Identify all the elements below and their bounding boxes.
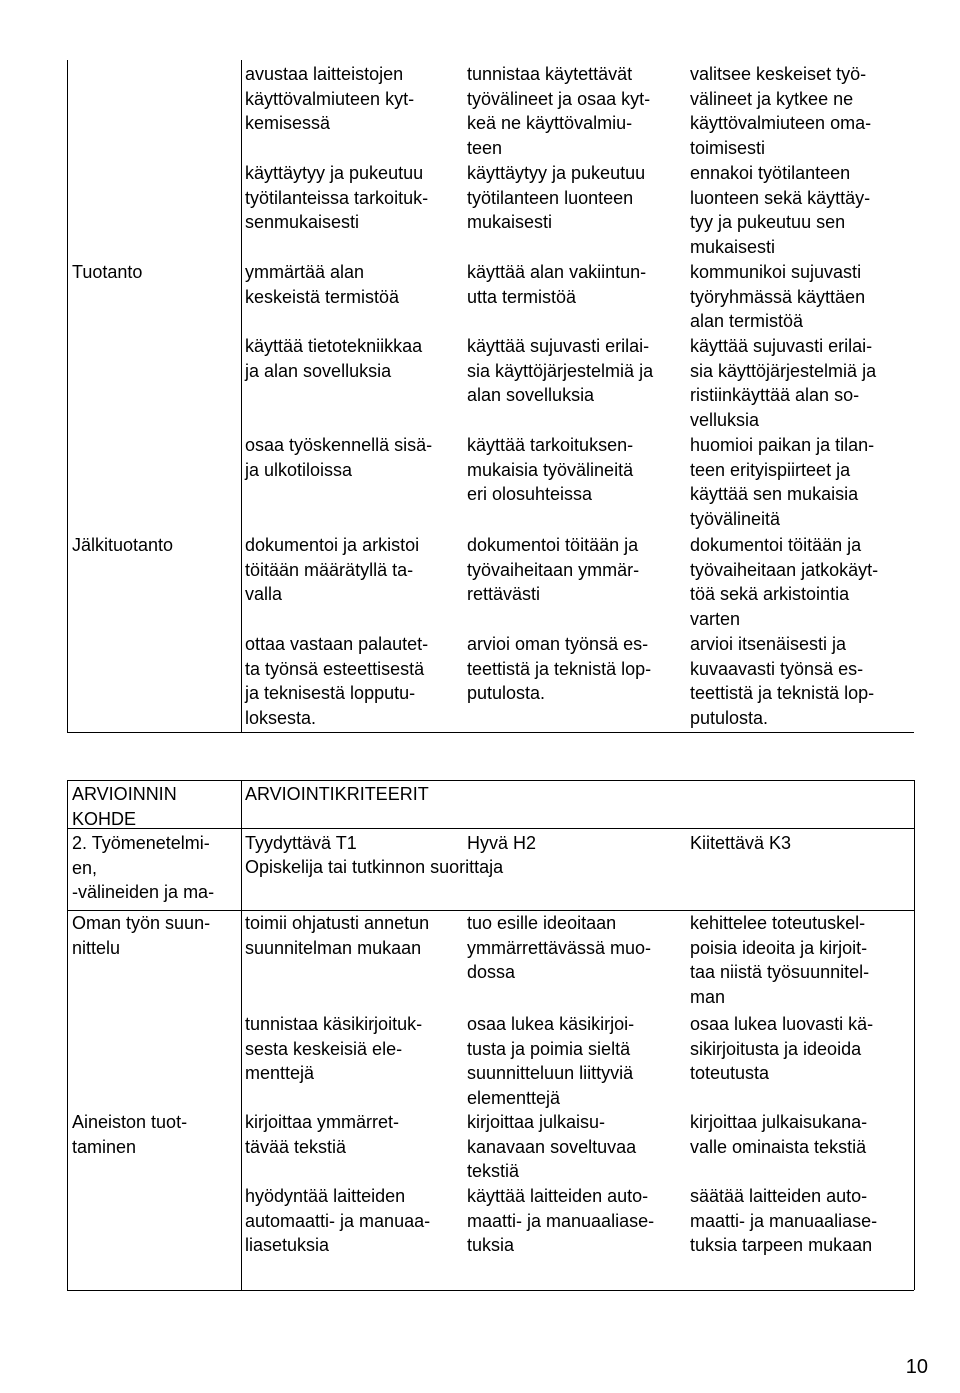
bottom-cell-r4-t1: hyödyntää laitteiden automaatti- ja manuaa- liasetuksia <box>245 1186 431 1255</box>
top-cell-r1-t1: avustaa laitteistojen käyttövalmiuteen kyt- kemisessä <box>245 64 415 133</box>
bottom-table-right-border <box>914 780 915 1290</box>
grade-k3: Kiitettävä K3 <box>690 833 792 853</box>
bottom-table-divider <box>241 780 242 1290</box>
bottom-cell-r1-h2: tuo esille ideoitaan ymmärrettävässä muo- dossa <box>467 913 652 982</box>
subject-line: Opiskelija tai tutkinnon suorittaja <box>245 857 504 877</box>
top-cell-r7-k3: arvioi itsenäisesti ja kuvaavasti työnsä es- teettistä ja teknistä lop- putulosta. <box>690 634 875 728</box>
top-cell-r5-k3: huomioi paikan ja tilan- teen erityispiirteet ja käyttää sen mukaisia työvälineitä <box>690 435 875 529</box>
top-cell-r5-h2: käyttää tarkoituksen- mukaisia työvälineitä eri olosuhteissa <box>467 435 634 504</box>
header-arviointikriteerit: ARVIOINTIKRITEERIT <box>245 784 429 804</box>
section-label-tuotanto: Tuotanto <box>72 262 143 282</box>
bottom-header-row-border <box>67 828 914 829</box>
label-oman-tyon-suunnittelu: Oman työn suun- nittelu <box>72 913 211 958</box>
bottom-cell-r3-t1: kirjoittaa ymmärret- tävää tekstiä <box>245 1112 400 1157</box>
top-cell-r4-t1: käyttää tietotekniikkaa ja alan sovelluksia <box>245 336 423 381</box>
top-table-bottom-border <box>67 732 914 733</box>
top-cell-r2-h2: käyttäytyy ja pukeutuu työtilanteen luonteen mukaisesti <box>467 163 646 232</box>
bottom-cell-r3-h2: kirjoittaa julkaisu- kanavaan soveltuvaa tekstiä <box>467 1112 637 1181</box>
top-cell-r4-k3: käyttää sujuvasti erilai- sia käyttöjärjestelmiä ja ristiinkäyttää alan so- velluksia <box>690 336 877 430</box>
top-cell-r1-k3: valitsee keskeiset työ- välineet ja kytkee ne käyttövalmiuteen oma- toimisesti <box>690 64 872 158</box>
bottom-table-left-border <box>67 780 68 1290</box>
grade-t1: Tyydyttävä T1 <box>245 833 357 853</box>
bottom-table-top-border <box>67 780 914 781</box>
bottom-cell-r4-k3: säätää laitteiden auto- maatti- ja manuaaliase- tuksia tarpeen mukaan <box>690 1186 878 1255</box>
top-cell-r2-t1: käyttäytyy ja pukeutuu työtilanteissa tarkoituk- senmukaisesti <box>245 163 429 232</box>
top-cell-r6-k3: dokumentoi töitään ja työvaiheitaan jatkokäyt- töä sekä arkistointia varten <box>690 535 879 629</box>
top-cell-r7-t1: ottaa vastaan palautet- ta työnsä esteettisestä ja teknisestä lopputu- loksesta. <box>245 634 429 728</box>
top-table-left-border <box>67 60 68 732</box>
section-label-jalkituotanto: Jälkituotanto <box>72 535 174 555</box>
top-table-divider <box>241 60 242 732</box>
top-cell-r7-h2: arvioi oman työnsä es- teettistä ja teknistä lop- putulosta. <box>467 634 652 703</box>
top-cell-r3-h2: käyttää alan vakiintun- utta termistöä <box>467 262 647 307</box>
bottom-cell-r1-t1: toimii ohjatusti annetun suunnitelman mukaan <box>245 913 430 958</box>
bottom-cell-r4-h2: käyttää laitteiden auto- maatti- ja manuaaliase- tuksia <box>467 1186 655 1255</box>
top-cell-r1-h2: tunnistaa käytettävät työvälineet ja osaa kyt- keä ne käyttövalmiu- teen <box>467 64 651 158</box>
top-cell-r3-k3: kommunikoi sujuvasti työryhmässä käyttäen alan termistöä <box>690 262 866 331</box>
bottom-cell-r1-k3: kehittelee toteutuskel- poisia ideoita ja kirjoit- taa niistä työsuunnitel- man <box>690 913 870 1007</box>
bottom-table-bottom-border <box>67 1290 914 1291</box>
top-cell-r4-h2: käyttää sujuvasti erilai- sia käyttöjärjestelmiä ja alan sovelluksia <box>467 336 654 405</box>
top-cell-r3-t1: ymmärtää alan keskeistä termistöä <box>245 262 400 307</box>
header-arvioinnin-kohde: ARVIOINNIN KOHDE <box>72 784 177 829</box>
bottom-cell-r2-h2: osaa lukea käsikirjoi- tusta ja poimia sieltä suunnitteluun liittyviä elementtejä <box>467 1014 635 1108</box>
page-number: 10 <box>905 1356 928 1378</box>
top-cell-r2-k3: ennakoi työtilanteen luonteen sekä käyttäy- tyy ja pukeutuu sen mukaisesti <box>690 163 871 257</box>
bottom-cell-r2-t1: tunnistaa käsikirjoituk- sesta keskeisiä ele- menttejä <box>245 1014 423 1083</box>
section-label-tyomenetelmat: 2. Työmenetelmi- en, -välineiden ja ma- <box>72 833 215 902</box>
top-cell-r6-h2: dokumentoi töitään ja työvaiheitaan ymmär- rettävästi <box>467 535 640 604</box>
grade-h2: Hyvä H2 <box>467 833 537 853</box>
label-aineiston-tuottaminen: Aineiston tuot- taminen <box>72 1112 188 1157</box>
bottom-cell-r2-k3: osaa lukea luovasti kä- sikirjoitusta ja ideoida toteutusta <box>690 1014 874 1083</box>
bottom-cell-r3-k3: kirjoittaa julkaisukana- valle ominaista tekstiä <box>690 1112 868 1157</box>
top-cell-r5-t1: osaa työskennellä sisä- ja ulkotiloissa <box>245 435 433 480</box>
top-cell-r6-t1: dokumentoi ja arkistoi töitään määrätyllä ta- valla <box>245 535 420 604</box>
